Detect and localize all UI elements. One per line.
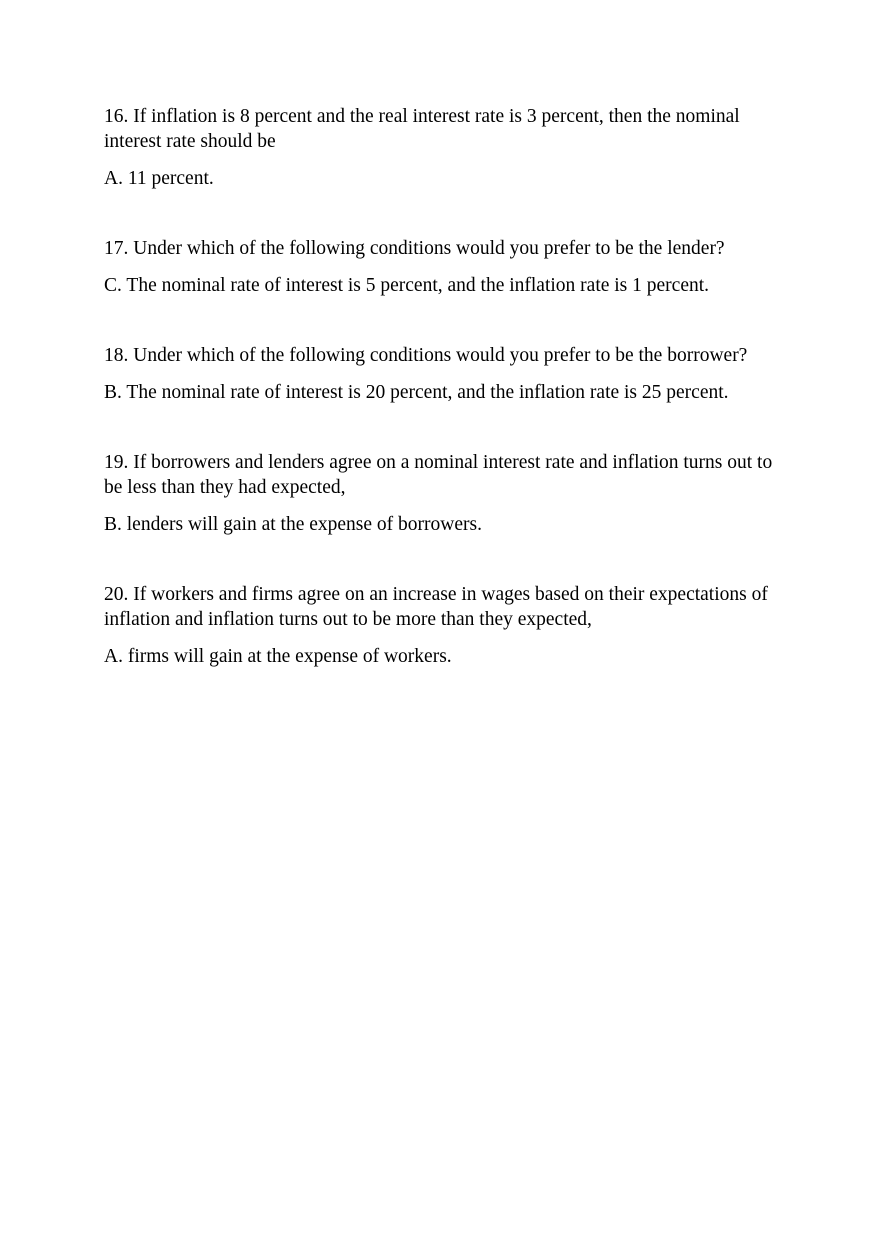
question-block-20: [104, 582, 790, 669]
question-block-17: [104, 236, 790, 298]
question-text: 19. If borrowers and lenders agree on a nominal interest rate and inflation turns out to be less than they had expected,: [104, 452, 773, 498]
question-text: 20. If workers and firms agree on an increase in wages based on their expectations of inflation and inflation turns out to be more than they expected,: [104, 584, 768, 630]
question-text: 17. Under which of the following conditions would you prefer to be the lender?: [104, 238, 725, 259]
answer-text: B. The nominal rate of interest is 20 percent, and the inflation rate is 25 percent.: [104, 382, 729, 403]
answer-text: C. The nominal rate of interest is 5 percent, and the inflation rate is 1 percent.: [104, 275, 710, 296]
answer-text: B. lenders will gain at the expense of borrowers.: [104, 514, 482, 535]
answer-text: A. 11 percent.: [104, 168, 214, 189]
question-block-19: [104, 450, 790, 537]
question-text: 18. Under which of the following conditions would you prefer to be the borrower?: [104, 345, 748, 366]
question-block-16: [104, 104, 790, 191]
answer-text: A. firms will gain at the expense of workers.: [104, 646, 452, 667]
question-block-18: [104, 343, 790, 405]
question-text: 16. If inflation is 8 percent and the real interest rate is 3 percent, then the nominal interest rate should be: [104, 106, 740, 152]
